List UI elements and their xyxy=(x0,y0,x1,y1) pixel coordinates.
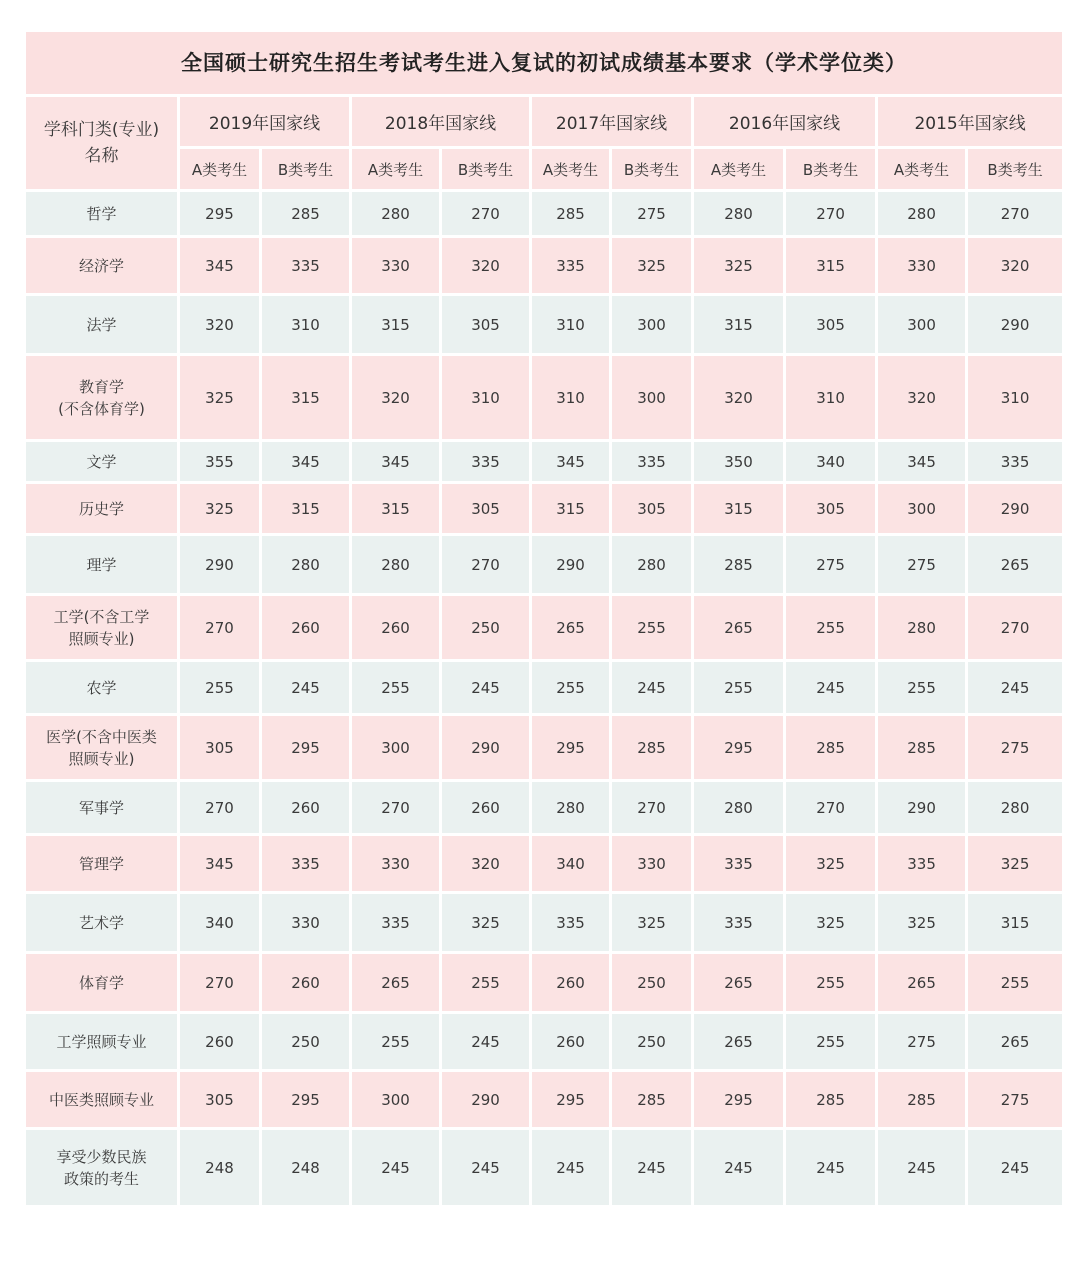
score-cell: 280 xyxy=(878,596,968,662)
score-cell: 350 xyxy=(694,442,786,484)
score-cell: 275 xyxy=(878,1014,968,1072)
table-header xyxy=(26,97,1062,192)
subject-name: 哲学 xyxy=(26,192,180,238)
score-cell: 275 xyxy=(878,536,968,596)
subject-name: 医学(不含中医类 照顾专业) xyxy=(26,716,180,782)
score-cell: 270 xyxy=(180,782,262,836)
score-cell: 260 xyxy=(532,1014,612,1072)
score-cell: 280 xyxy=(352,192,442,238)
b-category-header: B类考生 xyxy=(442,149,532,192)
score-table-container xyxy=(26,32,1062,1208)
score-cell: 250 xyxy=(612,954,694,1014)
score-cell: 320 xyxy=(442,238,532,296)
score-cell: 325 xyxy=(442,894,532,954)
subject-name: 农学 xyxy=(26,662,180,716)
score-cell: 265 xyxy=(968,1014,1062,1072)
score-cell: 305 xyxy=(612,484,694,536)
score-cell: 310 xyxy=(532,296,612,356)
score-cell: 345 xyxy=(180,836,262,894)
b-category-header: B类考生 xyxy=(612,149,694,192)
score-cell: 290 xyxy=(442,716,532,782)
score-cell: 295 xyxy=(180,192,262,238)
subject-name: 经济学 xyxy=(26,238,180,296)
score-cell: 335 xyxy=(878,836,968,894)
score-cell: 335 xyxy=(532,238,612,296)
score-cell: 330 xyxy=(352,836,442,894)
b-category-header: B类考生 xyxy=(786,149,878,192)
score-cell: 315 xyxy=(694,484,786,536)
score-cell: 305 xyxy=(442,296,532,356)
score-cell: 245 xyxy=(878,1130,968,1208)
score-cell: 295 xyxy=(262,716,352,782)
score-cell: 325 xyxy=(180,484,262,536)
score-cell: 340 xyxy=(786,442,878,484)
score-cell: 320 xyxy=(694,356,786,442)
score-cell: 310 xyxy=(968,356,1062,442)
b-category-header: B类考生 xyxy=(968,149,1062,192)
page-title: 全国硕士研究生招生考试考生进入复试的初试成绩基本要求（学术学位类） xyxy=(26,32,1062,94)
score-cell: 245 xyxy=(786,662,878,716)
category-header-label: 学科门类(专业)名称 xyxy=(43,120,160,166)
score-cell: 290 xyxy=(878,782,968,836)
score-cell: 285 xyxy=(878,716,968,782)
score-cell: 325 xyxy=(612,894,694,954)
score-cell: 250 xyxy=(612,1014,694,1072)
a-category-header: A类考生 xyxy=(180,149,262,192)
score-cell: 290 xyxy=(442,1072,532,1130)
score-cell: 335 xyxy=(352,894,442,954)
table-row xyxy=(26,836,1062,894)
table-row xyxy=(26,1130,1062,1208)
table-row xyxy=(26,536,1062,596)
score-cell: 345 xyxy=(180,238,262,296)
score-cell: 305 xyxy=(442,484,532,536)
score-cell: 330 xyxy=(262,894,352,954)
score-cell: 300 xyxy=(352,716,442,782)
score-cell: 315 xyxy=(262,484,352,536)
score-cell: 285 xyxy=(532,192,612,238)
score-cell: 320 xyxy=(878,356,968,442)
table-body xyxy=(26,192,1062,1208)
score-cell: 270 xyxy=(180,954,262,1014)
b-category-header: B类考生 xyxy=(262,149,352,192)
score-cell: 325 xyxy=(968,836,1062,894)
score-cell: 320 xyxy=(968,238,1062,296)
subject-name: 中医类照顾专业 xyxy=(26,1072,180,1130)
score-cell: 280 xyxy=(532,782,612,836)
score-cell: 265 xyxy=(352,954,442,1014)
score-cell: 295 xyxy=(694,716,786,782)
subject-name: 艺术学 xyxy=(26,894,180,954)
score-cell: 290 xyxy=(180,536,262,596)
score-cell: 315 xyxy=(968,894,1062,954)
score-cell: 255 xyxy=(968,954,1062,1014)
score-cell: 345 xyxy=(262,442,352,484)
score-cell: 315 xyxy=(262,356,352,442)
score-cell: 325 xyxy=(612,238,694,296)
score-cell: 295 xyxy=(532,1072,612,1130)
subject-name: 工学照顾专业 xyxy=(26,1014,180,1072)
score-cell: 248 xyxy=(262,1130,352,1208)
score-cell: 265 xyxy=(532,596,612,662)
score-cell: 285 xyxy=(786,716,878,782)
score-cell: 355 xyxy=(180,442,262,484)
score-cell: 270 xyxy=(180,596,262,662)
score-cell: 280 xyxy=(694,192,786,238)
score-cell: 265 xyxy=(694,954,786,1014)
score-cell: 325 xyxy=(786,836,878,894)
score-cell: 260 xyxy=(262,596,352,662)
score-cell: 345 xyxy=(532,442,612,484)
score-cell: 275 xyxy=(968,716,1062,782)
category-header xyxy=(26,97,180,192)
score-cell: 335 xyxy=(262,836,352,894)
table-row xyxy=(26,782,1062,836)
score-cell: 325 xyxy=(180,356,262,442)
score-cell: 330 xyxy=(352,238,442,296)
score-cell: 245 xyxy=(612,1130,694,1208)
score-cell: 285 xyxy=(612,1072,694,1130)
a-category-header: A类考生 xyxy=(532,149,612,192)
score-cell: 290 xyxy=(532,536,612,596)
score-cell: 325 xyxy=(786,894,878,954)
score-cell: 315 xyxy=(352,296,442,356)
score-cell: 260 xyxy=(352,596,442,662)
score-cell: 250 xyxy=(442,596,532,662)
score-cell: 280 xyxy=(694,782,786,836)
score-cell: 275 xyxy=(612,192,694,238)
score-cell: 255 xyxy=(694,662,786,716)
score-cell: 275 xyxy=(786,536,878,596)
score-cell: 255 xyxy=(532,662,612,716)
score-cell: 245 xyxy=(532,1130,612,1208)
table-row xyxy=(26,662,1062,716)
score-cell: 305 xyxy=(786,296,878,356)
score-cell: 285 xyxy=(262,192,352,238)
score-cell: 310 xyxy=(532,356,612,442)
subject-name: 军事学 xyxy=(26,782,180,836)
score-cell: 280 xyxy=(612,536,694,596)
score-cell: 245 xyxy=(968,1130,1062,1208)
a-category-header: A类考生 xyxy=(352,149,442,192)
score-cell: 270 xyxy=(352,782,442,836)
table-row xyxy=(26,894,1062,954)
score-cell: 345 xyxy=(878,442,968,484)
score-table xyxy=(26,97,1062,1208)
a-category-header: A类考生 xyxy=(694,149,786,192)
score-cell: 325 xyxy=(694,238,786,296)
year-header: 2017年国家线 xyxy=(532,97,694,149)
table-row xyxy=(26,356,1062,442)
score-cell: 315 xyxy=(532,484,612,536)
score-cell: 295 xyxy=(532,716,612,782)
score-cell: 270 xyxy=(786,782,878,836)
score-cell: 305 xyxy=(180,1072,262,1130)
subject-name: 教育学 (不含体育学) xyxy=(26,356,180,442)
score-cell: 310 xyxy=(442,356,532,442)
score-cell: 260 xyxy=(180,1014,262,1072)
subject-name: 管理学 xyxy=(26,836,180,894)
score-cell: 345 xyxy=(352,442,442,484)
score-cell: 255 xyxy=(878,662,968,716)
score-cell: 340 xyxy=(180,894,262,954)
score-cell: 275 xyxy=(968,1072,1062,1130)
score-cell: 248 xyxy=(180,1130,262,1208)
score-cell: 245 xyxy=(262,662,352,716)
score-cell: 285 xyxy=(612,716,694,782)
table-row xyxy=(26,954,1062,1014)
score-cell: 335 xyxy=(612,442,694,484)
score-cell: 250 xyxy=(262,1014,352,1072)
score-cell: 330 xyxy=(878,238,968,296)
score-cell: 245 xyxy=(442,662,532,716)
score-cell: 285 xyxy=(786,1072,878,1130)
score-cell: 300 xyxy=(352,1072,442,1130)
score-cell: 255 xyxy=(786,1014,878,1072)
a-category-header: A类考生 xyxy=(878,149,968,192)
score-cell: 245 xyxy=(694,1130,786,1208)
table-row xyxy=(26,596,1062,662)
score-cell: 255 xyxy=(612,596,694,662)
score-cell: 335 xyxy=(262,238,352,296)
subject-name: 文学 xyxy=(26,442,180,484)
score-cell: 260 xyxy=(532,954,612,1014)
score-cell: 330 xyxy=(612,836,694,894)
score-cell: 270 xyxy=(612,782,694,836)
table-row xyxy=(26,192,1062,238)
year-header: 2016年国家线 xyxy=(694,97,878,149)
score-cell: 335 xyxy=(694,836,786,894)
subject-name: 体育学 xyxy=(26,954,180,1014)
score-cell: 325 xyxy=(878,894,968,954)
score-cell: 335 xyxy=(968,442,1062,484)
score-cell: 285 xyxy=(878,1072,968,1130)
table-row xyxy=(26,716,1062,782)
score-cell: 245 xyxy=(786,1130,878,1208)
score-cell: 260 xyxy=(262,782,352,836)
score-cell: 335 xyxy=(532,894,612,954)
score-cell: 245 xyxy=(352,1130,442,1208)
score-cell: 245 xyxy=(968,662,1062,716)
score-cell: 255 xyxy=(786,596,878,662)
score-cell: 305 xyxy=(180,716,262,782)
year-header: 2015年国家线 xyxy=(878,97,1062,149)
score-cell: 255 xyxy=(786,954,878,1014)
year-header: 2018年国家线 xyxy=(352,97,532,149)
score-cell: 300 xyxy=(878,484,968,536)
score-cell: 270 xyxy=(442,192,532,238)
score-cell: 245 xyxy=(612,662,694,716)
score-cell: 265 xyxy=(878,954,968,1014)
score-cell: 320 xyxy=(442,836,532,894)
score-cell: 300 xyxy=(612,356,694,442)
score-cell: 310 xyxy=(786,356,878,442)
score-cell: 260 xyxy=(442,782,532,836)
subject-name: 理学 xyxy=(26,536,180,596)
score-cell: 295 xyxy=(262,1072,352,1130)
score-cell: 270 xyxy=(442,536,532,596)
score-cell: 340 xyxy=(532,836,612,894)
subject-name: 法学 xyxy=(26,296,180,356)
score-cell: 290 xyxy=(968,484,1062,536)
score-cell: 310 xyxy=(262,296,352,356)
table-row xyxy=(26,484,1062,536)
score-cell: 295 xyxy=(694,1072,786,1130)
score-cell: 270 xyxy=(786,192,878,238)
score-cell: 255 xyxy=(352,662,442,716)
score-cell: 245 xyxy=(442,1130,532,1208)
score-cell: 315 xyxy=(786,238,878,296)
score-cell: 270 xyxy=(968,596,1062,662)
subject-name: 工学(不含工学 照顾专业) xyxy=(26,596,180,662)
score-cell: 320 xyxy=(180,296,262,356)
score-cell: 305 xyxy=(786,484,878,536)
score-cell: 245 xyxy=(442,1014,532,1072)
table-row xyxy=(26,1072,1062,1130)
score-cell: 335 xyxy=(694,894,786,954)
subject-name: 历史学 xyxy=(26,484,180,536)
score-cell: 260 xyxy=(262,954,352,1014)
score-cell: 335 xyxy=(442,442,532,484)
year-header: 2019年国家线 xyxy=(180,97,352,149)
score-cell: 300 xyxy=(612,296,694,356)
score-cell: 265 xyxy=(694,596,786,662)
score-cell: 315 xyxy=(694,296,786,356)
score-cell: 285 xyxy=(694,536,786,596)
table-row xyxy=(26,296,1062,356)
score-cell: 280 xyxy=(352,536,442,596)
score-cell: 265 xyxy=(968,536,1062,596)
table-row xyxy=(26,238,1062,296)
score-cell: 315 xyxy=(352,484,442,536)
score-cell: 290 xyxy=(968,296,1062,356)
score-cell: 280 xyxy=(262,536,352,596)
score-cell: 280 xyxy=(968,782,1062,836)
score-cell: 265 xyxy=(694,1014,786,1072)
score-cell: 255 xyxy=(442,954,532,1014)
table-row xyxy=(26,442,1062,484)
score-cell: 280 xyxy=(878,192,968,238)
score-cell: 300 xyxy=(878,296,968,356)
score-cell: 270 xyxy=(968,192,1062,238)
table-row xyxy=(26,1014,1062,1072)
score-cell: 255 xyxy=(352,1014,442,1072)
subject-name: 享受少数民族 政策的考生 xyxy=(26,1130,180,1208)
score-cell: 320 xyxy=(352,356,442,442)
score-cell: 255 xyxy=(180,662,262,716)
